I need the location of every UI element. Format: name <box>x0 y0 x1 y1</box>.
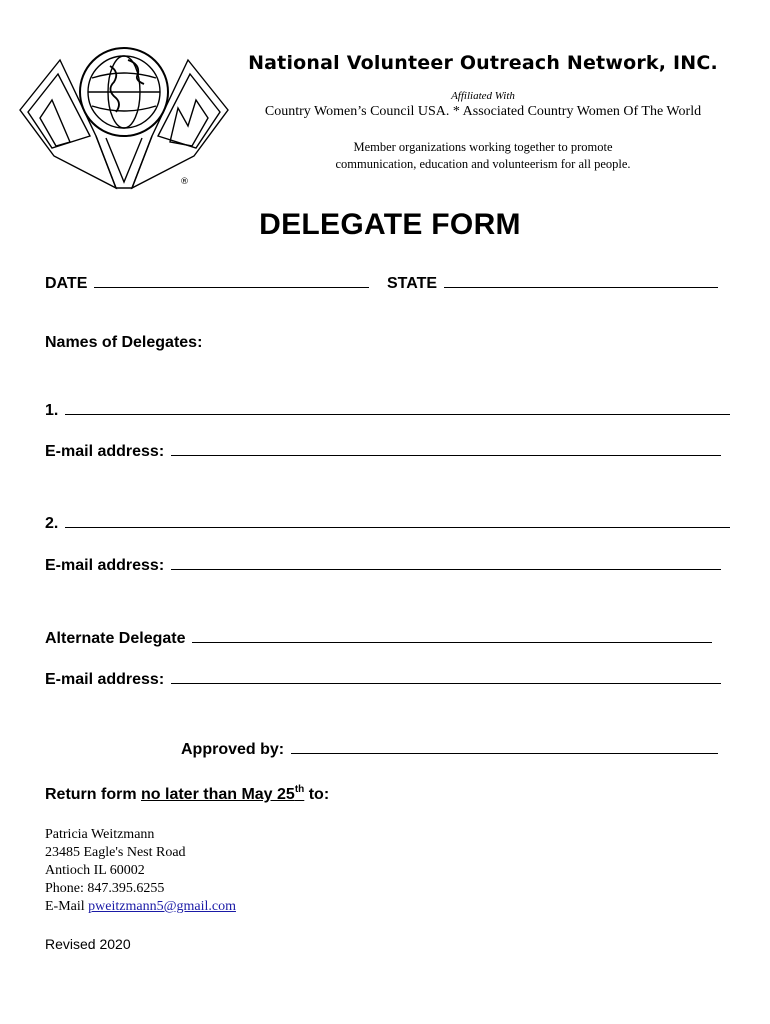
mission-line-1: Member organizations working together to promote <box>353 140 613 154</box>
approved-by-field[interactable] <box>181 736 718 759</box>
delegate-1-line[interactable] <box>65 397 730 415</box>
email-2-field[interactable] <box>45 552 721 575</box>
form-title: DELEGATE FORM <box>259 208 521 241</box>
state-line[interactable] <box>444 270 718 288</box>
email-2-label: E-mail address: <box>45 557 165 574</box>
alternate-delegate-field[interactable] <box>45 625 712 648</box>
email-3-line[interactable] <box>171 666 721 684</box>
contact-email-row <box>45 898 236 916</box>
mission-statement <box>238 139 728 173</box>
contact-name: Patricia Weitzmann <box>45 827 155 842</box>
alternate-delegate-label: Alternate Delegate <box>45 630 186 647</box>
nvon-logo <box>18 38 230 193</box>
state-field[interactable] <box>387 270 718 293</box>
email-1-label: E-mail address: <box>45 443 165 460</box>
org-name: National Volunteer Outreach Network, INC. <box>248 52 718 74</box>
email-3-label: E-mail address: <box>45 671 165 688</box>
delegate-2-label: 2. <box>45 515 59 532</box>
deadline-superscript: th <box>294 784 305 795</box>
revised-note: Revised 2020 <box>45 936 131 952</box>
date-line[interactable] <box>94 270 369 288</box>
delegate-2-line[interactable] <box>65 510 730 528</box>
state-label: STATE <box>387 275 438 292</box>
delegate-2-field[interactable] <box>45 510 730 533</box>
affiliation-line: Country Women’s Council USA. * Associated Country Women Of The World <box>264 104 702 119</box>
delegate-1-field[interactable] <box>45 397 730 420</box>
contact-email-label: E-Mail <box>45 899 89 914</box>
date-field[interactable] <box>45 270 369 293</box>
return-address <box>45 826 236 916</box>
delegate-1-label: 1. <box>45 402 59 419</box>
approved-by-line[interactable] <box>291 736 718 754</box>
approved-by-label: Approved by: <box>181 741 285 758</box>
return-prefix: Return form <box>45 786 141 803</box>
mission-line-2: communication, education and volunteerism for all people. <box>335 157 631 171</box>
contact-email-link[interactable]: pweitzmann5@gmail.com <box>88 899 236 914</box>
contact-street: 23485 Eagle's Nest Road <box>45 845 186 860</box>
email-2-line[interactable] <box>171 552 721 570</box>
email-1-field[interactable] <box>45 438 721 461</box>
return-suffix: to: <box>304 786 330 803</box>
return-deadline: no later than May 25th <box>141 784 305 803</box>
affiliated-with: Affiliated With <box>451 90 515 102</box>
delegates-heading: Names of Delegates: <box>45 334 203 351</box>
registered-mark: ® <box>180 177 189 187</box>
contact-phone: Phone: 847.395.6255 <box>45 881 165 896</box>
alternate-delegate-line[interactable] <box>192 625 712 643</box>
return-instructions <box>45 784 329 804</box>
email-3-field[interactable] <box>45 666 721 689</box>
email-1-line[interactable] <box>171 438 721 456</box>
contact-city: Antioch IL 60002 <box>45 863 145 878</box>
date-label: DATE <box>45 275 88 292</box>
